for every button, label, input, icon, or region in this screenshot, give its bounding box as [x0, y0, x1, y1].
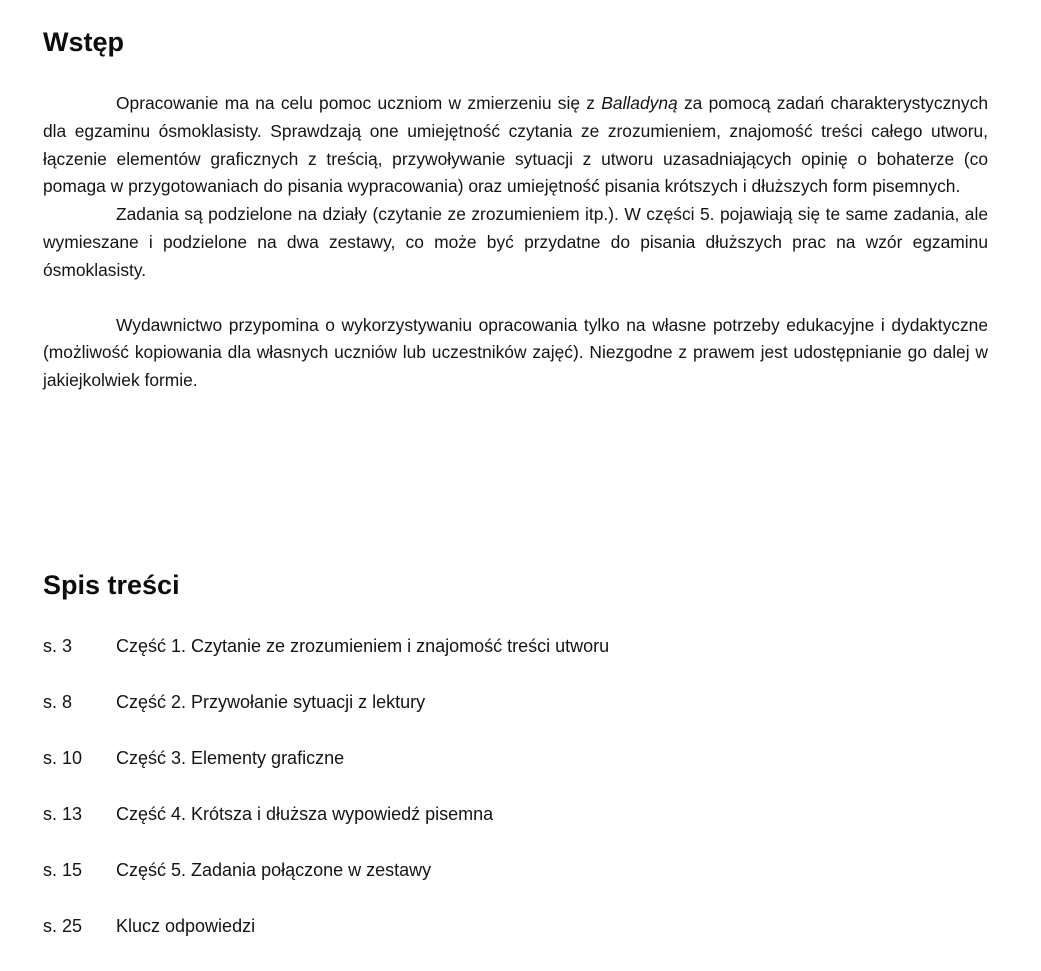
toc-heading: Spis treści — [43, 570, 180, 600]
toc-page-number: s. 3 — [43, 636, 73, 656]
table-of-contents — [43, 632, 943, 968]
toc-title: Część 3. Elementy graficzne — [116, 748, 345, 768]
toc-title: Klucz odpowiedzi — [116, 916, 256, 936]
toc-title: Część 5. Zadania połączone w zestawy — [116, 860, 432, 880]
intro-paragraph-3: Wydawnictwo przypomina o wykorzystywaniu opracowania tylko na własne potrzeby edukacyjne i dydaktyczne (możliwość kopiowania dla własnych uczniów lub uczestników zajęć). Niezgodne z prawem jest udostępnianie go dalej w jakiejkolwiek formie. — [43, 314, 988, 391]
toc-item — [43, 744, 943, 800]
toc-page-number: s. 13 — [43, 804, 83, 824]
toc-item — [43, 912, 943, 968]
toc-item — [43, 632, 943, 688]
toc-page-number: s. 8 — [43, 692, 73, 712]
intro-heading: Wstęp — [43, 27, 124, 57]
intro-paragraph-1 — [43, 90, 988, 201]
toc-page-number: s. 25 — [43, 916, 83, 936]
toc-title: Część 1. Czytanie ze zrozumieniem i znajomość treści utworu — [116, 636, 610, 656]
toc-page-number: s. 15 — [43, 860, 83, 880]
intro-body — [43, 90, 988, 395]
intro-paragraph-1-end: za pomocą zadań charakterystycznych dla egzaminu ósmoklasisty. Sprawdzają one umiejętność czytania ze zrozumieniem, znajomość treści całego utworu, łączenie elementów graficznych z treścią, przywoływanie sytuacji z utworu uzasadniających opinię o bohaterze (co pomaga w przygotowaniach do pisania wypracowania) oraz umiejętność pisania krótszych i dłuższych form pisemnych. — [43, 93, 988, 197]
toc-title: Część 4. Krótsza i dłuższa wypowiedź pisemna — [116, 804, 494, 824]
toc-item — [43, 800, 943, 856]
intro-paragraph-2: Zadania są podzielone na działy (czytanie ze zrozumieniem itp.). W części 5. pojawiają się te same zadania, ale wymieszane i podzielone na dwa zestawy, co może być przydatne do pisania dłuższych prac na wzór egzaminu ósmoklasisty. — [43, 204, 988, 280]
book-title: Balladyną — [601, 93, 678, 113]
toc-item — [43, 688, 943, 744]
toc-page-number: s. 10 — [43, 748, 83, 768]
intro-paragraph-1-start: Opracowanie ma na celu pomoc uczniom w zmierzeniu się z — [116, 93, 602, 113]
toc-item — [43, 856, 943, 912]
toc-title: Część 2. Przywołanie sytuacji z lektury — [116, 692, 426, 712]
